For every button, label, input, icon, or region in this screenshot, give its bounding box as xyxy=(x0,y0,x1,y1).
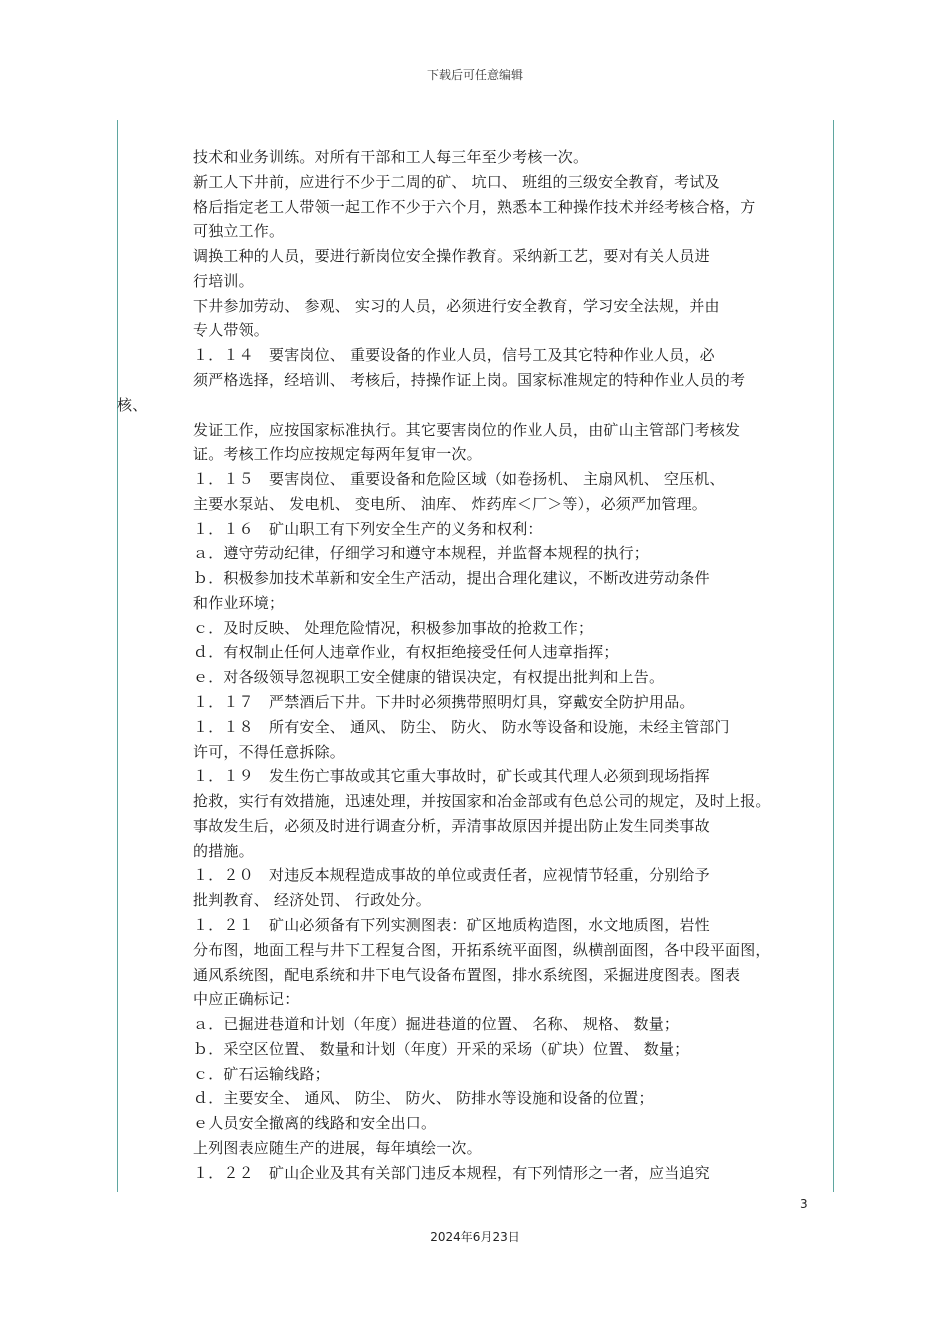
text-line: 主要水泵站、 发电机、 变电所、 油库、 炸药库＜厂＞等），必须严加管理。 xyxy=(193,495,707,513)
text-line: ｃ．矿石运输线路； xyxy=(193,1065,330,1083)
text-line: 中应正确标记： xyxy=(193,990,300,1008)
text-line: 须严格选择，经培训、 考核后，持操作证上岗。国家标准规定的特种作业人员的考 xyxy=(193,371,746,389)
text-line: 格后指定老工人带领一起工作不少于六个月，熟悉本工种操作技术并经考核合格，方 xyxy=(193,198,756,216)
text-line: １．１８ 所有安全、 通风、 防尘、 防火、 防水等设备和设施，未经主管部门 xyxy=(193,718,730,736)
text-line: １．１９ 发生伤亡事故或其它重大事故时，矿长或其代理人必须到现场指挥 xyxy=(193,767,710,785)
left-border-line xyxy=(117,120,118,1192)
text-line: １．２２ 矿山企业及其有关部门违反本规程，有下列情形之一者，应当追究 xyxy=(193,1164,710,1182)
text-line: ｅ人员安全撤离的线路和安全出口。 xyxy=(193,1114,437,1132)
page-header: 下载后可任意编辑 xyxy=(426,68,523,82)
text-line: 技术和业务训练。对所有干部和工人每三年至少考核一次。 xyxy=(193,148,589,166)
text-line: ｅ．对各级领导忽视职工安全健康的错误决定，有权提出批判和上告。 xyxy=(193,668,665,686)
text-line: 调换工种的人员，要进行新岗位安全操作教育。采纳新工艺，要对有关人员进 xyxy=(193,247,710,265)
text-line: １．１６ 矿山职工有下列安全生产的义务和权利： xyxy=(193,520,543,538)
text-line: 批判教育、 经济处罚、 行政处分。 xyxy=(193,891,431,909)
text-line: ｃ．及时反映、 处理危险情况，积极参加事故的抢救工作； xyxy=(193,619,594,637)
text-line: １．２０ 对违反本规程造成事故的单位或责任者，应视情节轻重，分别给予 xyxy=(193,866,710,884)
text-line: 行培训。 xyxy=(193,272,254,290)
text-line: 可独立工作。 xyxy=(193,222,285,240)
text-line: 专人带领。 xyxy=(193,321,270,339)
text-line: ｂ．积极参加技术革新和安全生产活动，提出合理化建议，不断改进劳动条件 xyxy=(193,569,710,587)
text-line: ａ．遵守劳动纪律，仔细学习和遵守本规程，并监督本规程的执行； xyxy=(193,544,650,562)
text-line: 新工人下井前，应进行不少于二周的矿、 坑口、 班组的三级安全教育，考试及 xyxy=(193,173,720,191)
text-line: 通风系统图，配电系统和井下电气设备布置图，排水系统图，采掘进度图表。图表 xyxy=(193,966,741,984)
text-line: 发证工作，应按国家标准执行。其它要害岗位的作业人员，由矿山主管部门考核发 xyxy=(193,421,741,439)
footer-date: 2024年6月23日 xyxy=(430,1230,520,1244)
text-line: ａ．已掘进巷道和计划（年度）掘进巷道的位置、 名称、 规格、 数量； xyxy=(193,1015,680,1033)
text-line: 许可，不得任意拆除。 xyxy=(193,743,346,761)
page-number: 3 xyxy=(800,1197,808,1211)
text-line: ｄ．有权制止任何人违章作业，有权拒绝接受任何人违章指挥； xyxy=(193,643,619,661)
text-line: 抢救，实行有效措施，迅速处理，并按国家和冶金部或有色总公司的规定，及时上报。 xyxy=(193,792,771,810)
text-line: １．１５ 要害岗位、 重要设备和危险区域（如卷扬机、 主扇风机、 空压机、 xyxy=(193,470,725,488)
right-border-line xyxy=(833,120,834,1192)
text-line: １．１４ 要害岗位、 重要设备的作业人员，信号工及其它特种作业人员，必 xyxy=(193,346,715,364)
text-line: １．２１ 矿山必须备有下列实测图表：矿区地质构造图，水文地质图，岩性 xyxy=(193,916,710,934)
text-line: 证。考核工作均应按规定每两年复审一次。 xyxy=(193,445,482,463)
text-line: 事故发生后，必须及时进行调查分析，弄清事故原因并提出防止发生同类事故 xyxy=(193,817,710,835)
text-line: 上列图表应随生产的进展，每年填绘一次。 xyxy=(193,1139,482,1157)
text-line: 和作业环境； xyxy=(193,594,285,612)
text-line: １．１７ 严禁酒后下井。下井时必须携带照明灯具，穿戴安全防护用品。 xyxy=(193,693,695,711)
text-line: 的措施。 xyxy=(193,842,254,860)
text-line: ｂ．采空区位置、 数量和计划（年度）开采的采场（矿块）位置、 数量； xyxy=(193,1040,690,1058)
text-line: 下井参加劳动、 参观、 实习的人员，必须进行安全教育，学习安全法规，并由 xyxy=(193,297,720,315)
text-line: ｄ．主要安全、 通风、 防尘、 防火、 防排水等设施和设备的位置； xyxy=(193,1089,654,1107)
text-line: 核、 xyxy=(117,396,148,414)
text-line: 分布图，地面工程与井下工程复合图，开拓系统平面图，纵横剖面图，各中段平面图， xyxy=(193,941,771,959)
